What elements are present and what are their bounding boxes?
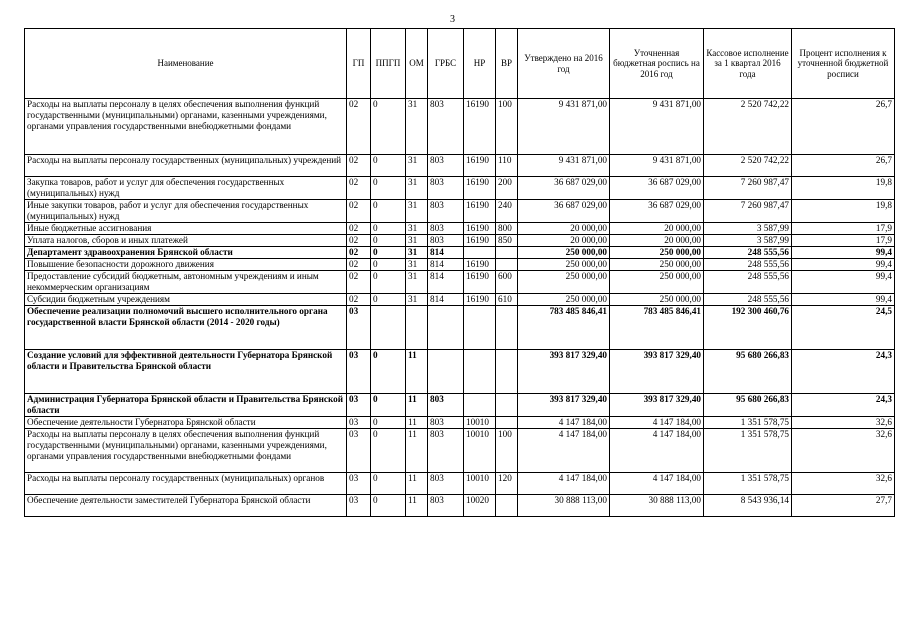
cell-grbs: 803 (428, 473, 464, 495)
cell-approved: 20 000,00 (518, 223, 610, 235)
cell-grbs: 803 (428, 99, 464, 155)
cell-np: 16190 (464, 223, 496, 235)
table-row (25, 247, 895, 259)
cell-name: Иные бюджетные ассигнования (25, 223, 347, 235)
cell-ppgp: 0 (371, 350, 406, 394)
cell-grbs: 814 (428, 294, 464, 306)
table-row (25, 495, 895, 517)
cell-approved: 4 147 184,00 (518, 429, 610, 473)
cell-vr (496, 350, 518, 394)
cell-vr (496, 247, 518, 259)
cell-vr: 200 (496, 177, 518, 200)
cell-gp: 03 (347, 417, 371, 429)
cell-gp: 02 (347, 177, 371, 200)
cell-name: Уплата налогов, сборов и иных платежей (25, 235, 347, 247)
cell-ppgp: 0 (371, 200, 406, 223)
table-row (25, 473, 895, 495)
table-row (25, 200, 895, 223)
cell-cash: 3 587,99 (704, 235, 792, 247)
cell-om: 31 (406, 200, 428, 223)
cell-np: 16190 (464, 259, 496, 271)
cell-cash: 95 680 266,83 (704, 350, 792, 394)
cell-percent: 26,7 (792, 155, 895, 177)
cell-cash: 3 587,99 (704, 223, 792, 235)
cell-revised: 20 000,00 (610, 235, 704, 247)
cell-vr: 800 (496, 223, 518, 235)
cell-np: 10010 (464, 429, 496, 473)
header-name: Наименование (25, 29, 347, 99)
cell-percent: 24,3 (792, 350, 895, 394)
cell-cash: 95 680 266,83 (704, 394, 792, 417)
cell-percent: 27,7 (792, 495, 895, 517)
cell-np: 16190 (464, 235, 496, 247)
cell-cash: 2 520 742,22 (704, 155, 792, 177)
cell-gp: 03 (347, 306, 371, 350)
cell-revised: 4 147 184,00 (610, 473, 704, 495)
cell-ppgp: 0 (371, 394, 406, 417)
cell-grbs: 803 (428, 235, 464, 247)
cell-cash: 192 300 460,76 (704, 306, 792, 350)
cell-grbs (428, 306, 464, 350)
cell-vr: 850 (496, 235, 518, 247)
cell-ppgp: 0 (371, 177, 406, 200)
cell-om: 31 (406, 99, 428, 155)
cell-approved: 20 000,00 (518, 235, 610, 247)
cell-name: Создание условий для эффективной деятельности Губернатора Брянской области и Правительства Брянской области (25, 350, 347, 394)
table-row (25, 294, 895, 306)
cell-om: 31 (406, 177, 428, 200)
cell-name: Предоставление субсидий бюджетным, автономным учреждениям и иным некоммерческим организациям (25, 271, 347, 294)
cell-gp: 03 (347, 473, 371, 495)
header-percent: Процент исполнения к уточненной бюджетной росписи (792, 29, 895, 99)
cell-om: 31 (406, 223, 428, 235)
cell-vr: 100 (496, 429, 518, 473)
cell-grbs: 814 (428, 259, 464, 271)
cell-cash: 1 351 578,75 (704, 473, 792, 495)
cell-revised: 4 147 184,00 (610, 429, 704, 473)
cell-revised: 36 687 029,00 (610, 200, 704, 223)
cell-grbs: 803 (428, 200, 464, 223)
cell-approved: 250 000,00 (518, 247, 610, 259)
cell-np: 16190 (464, 271, 496, 294)
cell-approved: 36 687 029,00 (518, 177, 610, 200)
cell-om: 11 (406, 417, 428, 429)
table-row (25, 429, 895, 473)
cell-name: Администрация Губернатора Брянской области и Правительства Брянской области (25, 394, 347, 417)
cell-approved: 250 000,00 (518, 271, 610, 294)
cell-vr (496, 417, 518, 429)
table-row (25, 99, 895, 155)
cell-name: Субсидии бюджетным учреждениям (25, 294, 347, 306)
cell-np: 10020 (464, 495, 496, 517)
cell-grbs: 803 (428, 417, 464, 429)
cell-vr: 600 (496, 271, 518, 294)
cell-np: 16190 (464, 99, 496, 155)
cell-percent: 24,5 (792, 306, 895, 350)
cell-revised: 20 000,00 (610, 223, 704, 235)
cell-gp: 02 (347, 155, 371, 177)
cell-om: 11 (406, 350, 428, 394)
header-approved: Утверждено на 2016 год (518, 29, 610, 99)
cell-cash: 248 555,56 (704, 294, 792, 306)
cell-cash: 248 555,56 (704, 247, 792, 259)
cell-vr: 610 (496, 294, 518, 306)
cell-name: Расходы на выплаты персоналу в целях обеспечения выполнения функций государственными (муниципальными) органами, казенными учреждениями, органами управления государственными внебюджетными фондами (25, 429, 347, 473)
cell-ppgp: 0 (371, 294, 406, 306)
table-row (25, 177, 895, 200)
cell-name: Расходы на выплаты персоналу в целях обеспечения выполнения функций государственными (муниципальными) органами, казенными учреждениями, органами управления государственными внебюджетными фондами (25, 99, 347, 155)
table-body (25, 99, 895, 517)
cell-grbs: 803 (428, 495, 464, 517)
cell-om (406, 306, 428, 350)
cell-om: 31 (406, 294, 428, 306)
cell-grbs: 803 (428, 155, 464, 177)
cell-gp: 02 (347, 223, 371, 235)
cell-gp: 03 (347, 350, 371, 394)
table-row (25, 155, 895, 177)
cell-vr: 100 (496, 99, 518, 155)
cell-percent: 32,6 (792, 417, 895, 429)
budget-table (24, 28, 895, 517)
cell-ppgp: 0 (371, 429, 406, 473)
header-grbs: ГРБС (428, 29, 464, 99)
cell-gp: 02 (347, 200, 371, 223)
cell-revised: 36 687 029,00 (610, 177, 704, 200)
cell-ppgp (371, 306, 406, 350)
cell-grbs: 814 (428, 247, 464, 259)
cell-om: 31 (406, 271, 428, 294)
cell-revised: 393 817 329,40 (610, 394, 704, 417)
cell-gp: 03 (347, 429, 371, 473)
header-gp: ГП (347, 29, 371, 99)
cell-gp: 03 (347, 394, 371, 417)
table-row (25, 271, 895, 294)
cell-om: 31 (406, 155, 428, 177)
cell-ppgp: 0 (371, 271, 406, 294)
cell-np (464, 350, 496, 394)
cell-vr (496, 394, 518, 417)
cell-grbs: 803 (428, 394, 464, 417)
cell-ppgp: 0 (371, 473, 406, 495)
page-number: 3 (450, 14, 455, 25)
cell-om: 31 (406, 247, 428, 259)
cell-revised: 250 000,00 (610, 271, 704, 294)
cell-ppgp: 0 (371, 223, 406, 235)
cell-np: 16190 (464, 155, 496, 177)
cell-name: Обеспечение реализации полномочий высшего исполнительного органа государственной власти Брянской области (2014 - 2020 годы) (25, 306, 347, 350)
cell-np (464, 394, 496, 417)
cell-approved: 9 431 871,00 (518, 99, 610, 155)
cell-percent: 99,4 (792, 271, 895, 294)
cell-revised: 250 000,00 (610, 294, 704, 306)
cell-vr (496, 259, 518, 271)
cell-om: 11 (406, 495, 428, 517)
cell-grbs: 814 (428, 271, 464, 294)
cell-approved: 393 817 329,40 (518, 350, 610, 394)
cell-approved: 4 147 184,00 (518, 417, 610, 429)
cell-percent: 19,8 (792, 200, 895, 223)
cell-approved: 36 687 029,00 (518, 200, 610, 223)
cell-percent: 24,3 (792, 394, 895, 417)
cell-cash: 7 260 987,47 (704, 177, 792, 200)
cell-name: Повышение безопасности дорожного движения (25, 259, 347, 271)
cell-percent: 99,4 (792, 247, 895, 259)
cell-gp: 02 (347, 294, 371, 306)
cell-np (464, 247, 496, 259)
cell-np: 16190 (464, 200, 496, 223)
cell-name: Иные закупки товаров, работ и услуг для обеспечения государственных (муниципальных) нужд (25, 200, 347, 223)
header-vr: ВР (496, 29, 518, 99)
cell-np: 16190 (464, 177, 496, 200)
table-row (25, 350, 895, 394)
cell-revised: 4 147 184,00 (610, 417, 704, 429)
cell-gp: 02 (347, 271, 371, 294)
cell-percent: 17,9 (792, 223, 895, 235)
header-om: ОМ (406, 29, 428, 99)
cell-approved: 250 000,00 (518, 294, 610, 306)
cell-revised: 9 431 871,00 (610, 155, 704, 177)
cell-np: 10010 (464, 473, 496, 495)
cell-name: Расходы на выплаты персоналу государственных (муниципальных) органов (25, 473, 347, 495)
cell-ppgp: 0 (371, 259, 406, 271)
cell-ppgp: 0 (371, 99, 406, 155)
header-cash: Кассовое исполнение за 1 квартал 2016 года (704, 29, 792, 99)
cell-om: 11 (406, 394, 428, 417)
cell-percent: 19,8 (792, 177, 895, 200)
cell-percent: 99,4 (792, 294, 895, 306)
cell-gp: 02 (347, 235, 371, 247)
header-row (25, 29, 895, 99)
cell-name: Обеспечение деятельности заместителей Губернатора Брянской области (25, 495, 347, 517)
table-row (25, 417, 895, 429)
header-revised: Уточненная бюджетная роспись на 2016 год (610, 29, 704, 99)
table-row (25, 394, 895, 417)
cell-percent: 26,7 (792, 99, 895, 155)
cell-om: 11 (406, 473, 428, 495)
cell-name: Закупка товаров, работ и услуг для обеспечения государственных (муниципальных) нужд (25, 177, 347, 200)
cell-percent: 32,6 (792, 429, 895, 473)
cell-cash: 248 555,56 (704, 259, 792, 271)
cell-vr: 120 (496, 473, 518, 495)
cell-approved: 393 817 329,40 (518, 394, 610, 417)
cell-cash: 7 260 987,47 (704, 200, 792, 223)
cell-percent: 32,6 (792, 473, 895, 495)
cell-om: 31 (406, 235, 428, 247)
cell-name: Расходы на выплаты персоналу государственных (муниципальных) учреждений (25, 155, 347, 177)
cell-om: 11 (406, 429, 428, 473)
table-row (25, 306, 895, 350)
cell-revised: 30 888 113,00 (610, 495, 704, 517)
cell-grbs: 803 (428, 429, 464, 473)
cell-cash: 1 351 578,75 (704, 417, 792, 429)
cell-cash: 8 543 936,14 (704, 495, 792, 517)
table-row (25, 259, 895, 271)
cell-grbs (428, 350, 464, 394)
cell-np (464, 306, 496, 350)
cell-grbs: 803 (428, 223, 464, 235)
cell-approved: 250 000,00 (518, 259, 610, 271)
cell-revised: 393 817 329,40 (610, 350, 704, 394)
cell-np: 16190 (464, 294, 496, 306)
cell-name: Департамент здравоохранения Брянской области (25, 247, 347, 259)
table-row (25, 223, 895, 235)
cell-cash: 2 520 742,22 (704, 99, 792, 155)
cell-revised: 250 000,00 (610, 259, 704, 271)
cell-ppgp: 0 (371, 247, 406, 259)
cell-ppgp: 0 (371, 417, 406, 429)
cell-gp: 03 (347, 495, 371, 517)
table-row (25, 235, 895, 247)
cell-gp: 02 (347, 259, 371, 271)
cell-cash: 248 555,56 (704, 271, 792, 294)
cell-revised: 250 000,00 (610, 247, 704, 259)
cell-grbs: 803 (428, 177, 464, 200)
cell-np: 10010 (464, 417, 496, 429)
cell-cash: 1 351 578,75 (704, 429, 792, 473)
cell-vr (496, 495, 518, 517)
cell-gp: 02 (347, 247, 371, 259)
cell-name: Обеспечение деятельности Губернатора Брянской области (25, 417, 347, 429)
cell-approved: 783 485 846,41 (518, 306, 610, 350)
cell-revised: 783 485 846,41 (610, 306, 704, 350)
cell-approved: 30 888 113,00 (518, 495, 610, 517)
cell-vr (496, 306, 518, 350)
cell-gp: 02 (347, 99, 371, 155)
cell-vr: 240 (496, 200, 518, 223)
cell-ppgp: 0 (371, 495, 406, 517)
cell-ppgp: 0 (371, 235, 406, 247)
header-np: НР (464, 29, 496, 99)
cell-om: 31 (406, 259, 428, 271)
cell-vr: 110 (496, 155, 518, 177)
header-ppgp: ППГП (371, 29, 406, 99)
cell-ppgp: 0 (371, 155, 406, 177)
cell-percent: 17,9 (792, 235, 895, 247)
cell-percent: 99,4 (792, 259, 895, 271)
cell-approved: 9 431 871,00 (518, 155, 610, 177)
cell-approved: 4 147 184,00 (518, 473, 610, 495)
cell-revised: 9 431 871,00 (610, 99, 704, 155)
